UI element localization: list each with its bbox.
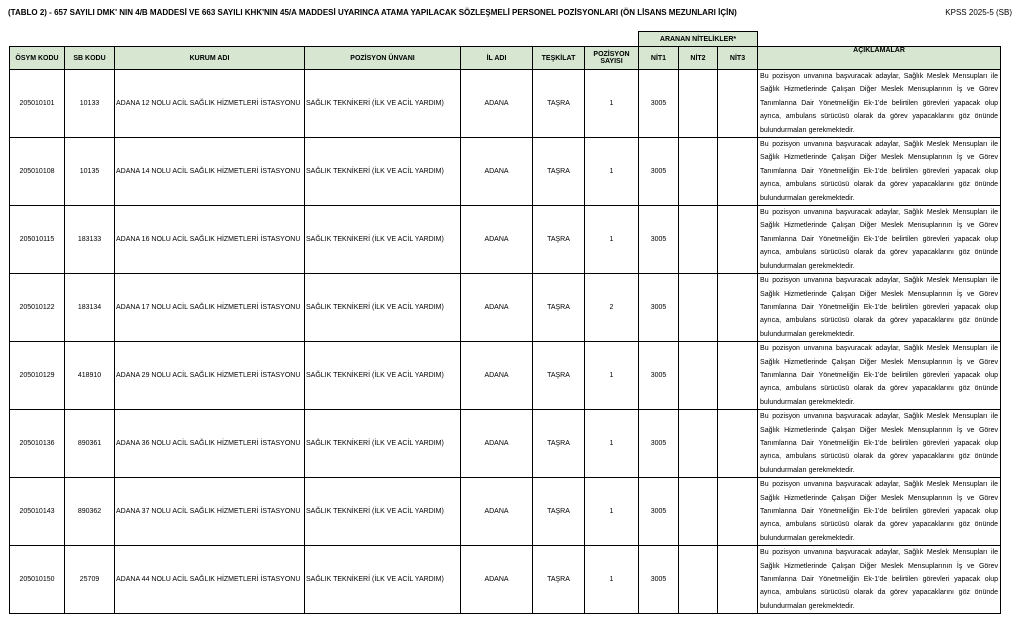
- kurum-adi-cell: ADANA 29 NOLU ACİL SAĞLIK HİZMETLERİ İSTASYONU: [115, 342, 305, 410]
- nit3-cell: [718, 478, 758, 546]
- il-adi-cell: ADANA: [461, 478, 533, 546]
- kurum-adi-header: KURUM ADI: [115, 47, 305, 70]
- pozisyon-sayisi-cell: 1: [585, 206, 639, 274]
- nit1-header: NİT1: [639, 47, 679, 70]
- header-row-top: [10, 32, 1001, 47]
- nit1-cell: 3005: [639, 410, 679, 478]
- pozisyon-sayisi-cell: 2: [585, 274, 639, 342]
- sb-kodu-cell: 10135: [65, 138, 115, 206]
- pozisyon-unvani-cell: SAĞLIK TEKNİKERİ (İLK VE ACİL YARDIM): [305, 138, 461, 206]
- sb-kodu-cell: 183134: [65, 274, 115, 342]
- table-row: [10, 478, 1001, 546]
- nit2-cell: [679, 342, 718, 410]
- aciklama-cell: Bu pozisyon unvanına başvuracak adaylar, Sağlık Meslek Mensupları ile Sağlık Hizmetlerinde Çalışan Diğer Meslek Mensuplarının İş ve Görev Tanımlarına Dair Yönetmeliğin Ek-1'de belirtilen görevleri yapacak olup ayrıca, ambulans sürücüsü olarak da görev yapacaklarını göz önünde bulundurmaları gerekmektedir.: [758, 546, 1001, 614]
- nit3-cell: [718, 342, 758, 410]
- kurum-adi-cell: ADANA 37 NOLU ACİL SAĞLIK HİZMETLERİ İSTASYONU: [115, 478, 305, 546]
- il-adi-cell: ADANA: [461, 410, 533, 478]
- aciklama-cell: Bu pozisyon unvanına başvuracak adaylar, Sağlık Meslek Mensupları ile Sağlık Hizmetlerinde Çalışan Diğer Meslek Mensuplarının İş ve Görev Tanımlarına Dair Yönetmeliğin Ek-1'de belirtilen görevleri yapacak olup ayrıca, ambulans sürücüsü olarak da görev yapacaklarını göz önünde bulundurmaları gerekmektedir.: [758, 410, 1001, 478]
- nit3-cell: [718, 546, 758, 614]
- nit1-cell: 3005: [639, 546, 679, 614]
- nit2-cell: [679, 478, 718, 546]
- kurum-adi-cell: ADANA 17 NOLU ACİL SAĞLIK HİZMETLERİ İSTASYONU: [115, 274, 305, 342]
- teskilat-cell: TAŞRA: [533, 410, 585, 478]
- osym-kodu-cell: 205010115: [10, 206, 65, 274]
- teskilat-cell: TAŞRA: [533, 478, 585, 546]
- nit1-cell: 3005: [639, 138, 679, 206]
- nit2-cell: [679, 138, 718, 206]
- teskilat-cell: TAŞRA: [533, 138, 585, 206]
- teskilat-cell: TAŞRA: [533, 546, 585, 614]
- pozisyon-unvani-cell: SAĞLIK TEKNİKERİ (İLK VE ACİL YARDIM): [305, 206, 461, 274]
- il-adi-cell: ADANA: [461, 274, 533, 342]
- kurum-adi-cell: ADANA 12 NOLU ACİL SAĞLIK HİZMETLERİ İSTASYONU: [115, 70, 305, 138]
- nit2-header: NİT2: [679, 47, 718, 70]
- nit3-cell: [718, 206, 758, 274]
- sb-kodu-cell: 25709: [65, 546, 115, 614]
- nit1-cell: 3005: [639, 274, 679, 342]
- kurum-adi-cell: ADANA 14 NOLU ACİL SAĞLIK HİZMETLERİ İSTASYONU: [115, 138, 305, 206]
- teskilat-header: TEŞKİLAT: [533, 47, 585, 70]
- il-adi-cell: ADANA: [461, 206, 533, 274]
- aciklama-cell: Bu pozisyon unvanına başvuracak adaylar, Sağlık Meslek Mensupları ile Sağlık Hizmetlerinde Çalışan Diğer Meslek Mensuplarının İş ve Görev Tanımlarına Dair Yönetmeliğin Ek-1'de belirtilen görevleri yapacak olup ayrıca, ambulans sürücüsü olarak da görev yapacaklarını göz önünde bulundurmaları gerekmektedir.: [758, 274, 1001, 342]
- table-row: [10, 546, 1001, 614]
- pozisyon-unvani-cell: SAĞLIK TEKNİKERİ (İLK VE ACİL YARDIM): [305, 410, 461, 478]
- nit2-cell: [679, 206, 718, 274]
- pozisyon-sayisi-cell: 1: [585, 478, 639, 546]
- aciklama-cell: Bu pozisyon unvanına başvuracak adaylar, Sağlık Meslek Mensupları ile Sağlık Hizmetlerinde Çalışan Diğer Meslek Mensuplarının İş ve Görev Tanımlarına Dair Yönetmeliğin Ek-1'de belirtilen görevleri yapacak olup ayrıca, ambulans sürücüsü olarak da görev yapacaklarını göz önünde bulundurmaları gerekmektedir.: [758, 138, 1001, 206]
- nit1-cell: 3005: [639, 70, 679, 138]
- pozisyon-sayisi-cell: 1: [585, 410, 639, 478]
- pozisyon-sayisi-cell: 1: [585, 546, 639, 614]
- pozisyon-unvani-cell: SAĞLIK TEKNİKERİ (İLK VE ACİL YARDIM): [305, 478, 461, 546]
- osym-kodu-cell: 205010101: [10, 70, 65, 138]
- aciklama-cell: Bu pozisyon unvanına başvuracak adaylar, Sağlık Meslek Mensupları ile Sağlık Hizmetlerinde Çalışan Diğer Meslek Mensuplarının İş ve Görev Tanımlarına Dair Yönetmeliğin Ek-1'de belirtilen görevleri yapacak olup ayrıca, ambulans sürücüsü olarak da görev yapacaklarını göz önünde bulundurmaları gerekmektedir.: [758, 70, 1001, 138]
- sb-kodu-cell: 890362: [65, 478, 115, 546]
- il-adi-cell: ADANA: [461, 342, 533, 410]
- teskilat-cell: TAŞRA: [533, 342, 585, 410]
- table-row: [10, 342, 1001, 410]
- pozisyon-sayisi-cell: 1: [585, 342, 639, 410]
- osym-kodu-cell: 205010122: [10, 274, 65, 342]
- kurum-adi-cell: ADANA 36 NOLU ACİL SAĞLIK HİZMETLERİ İSTASYONU: [115, 410, 305, 478]
- nit3-cell: [718, 410, 758, 478]
- kurum-adi-cell: ADANA 16 NOLU ACİL SAĞLIK HİZMETLERİ İSTASYONU: [115, 206, 305, 274]
- table-row: [10, 274, 1001, 342]
- kurum-adi-cell: ADANA 44 NOLU ACİL SAĞLIK HİZMETLERİ İSTASYONU: [115, 546, 305, 614]
- nit2-cell: [679, 70, 718, 138]
- aciklama-cell: Bu pozisyon unvanına başvuracak adaylar, Sağlık Meslek Mensupları ile Sağlık Hizmetlerinde Çalışan Diğer Meslek Mensuplarının İş ve Görev Tanımlarına Dair Yönetmeliğin Ek-1'de belirtilen görevleri yapacak olup ayrıca, ambulans sürücüsü olarak da görev yapacaklarını göz önünde bulundurmaları gerekmektedir.: [758, 342, 1001, 410]
- pozisyon-unvani-cell: SAĞLIK TEKNİKERİ (İLK VE ACİL YARDIM): [305, 546, 461, 614]
- nit3-cell: [718, 274, 758, 342]
- nit3-cell: [718, 70, 758, 138]
- teskilat-cell: TAŞRA: [533, 206, 585, 274]
- table-row: [10, 410, 1001, 478]
- nit1-cell: 3005: [639, 342, 679, 410]
- pozisyon-unvani-header: POZİSYON ÜNVANI: [305, 47, 461, 70]
- osym-kodu-cell: 205010150: [10, 546, 65, 614]
- nit1-cell: 3005: [639, 206, 679, 274]
- il-adi-cell: ADANA: [461, 138, 533, 206]
- osym-kodu-cell: 205010143: [10, 478, 65, 546]
- sb-kodu-cell: 183133: [65, 206, 115, 274]
- aranan-nitelikler-header: ARANAN NİTELİKLER*: [639, 32, 758, 47]
- table-row: [10, 206, 1001, 274]
- aciklamalar-header: AÇIKLAMALAR: [758, 47, 1001, 70]
- nit2-cell: [679, 274, 718, 342]
- nit3-header: NİT3: [718, 47, 758, 70]
- teskilat-cell: TAŞRA: [533, 70, 585, 138]
- positions-table: [9, 31, 1001, 614]
- nit2-cell: [679, 546, 718, 614]
- sb-kodu-cell: 890361: [65, 410, 115, 478]
- nit3-cell: [718, 138, 758, 206]
- document-code: KPSS 2025-5 (SB): [945, 8, 1012, 17]
- pozisyon-unvani-cell: SAĞLIK TEKNİKERİ (İLK VE ACİL YARDIM): [305, 70, 461, 138]
- osym-kodu-header: ÖSYM KODU: [10, 47, 65, 70]
- pozisyon-unvani-cell: SAĞLIK TEKNİKERİ (İLK VE ACİL YARDIM): [305, 342, 461, 410]
- table-row: [10, 70, 1001, 138]
- sb-kodu-header: SB KODU: [65, 47, 115, 70]
- il-adi-cell: ADANA: [461, 546, 533, 614]
- il-adi-header: İL ADI: [461, 47, 533, 70]
- pozisyon-unvani-cell: SAĞLIK TEKNİKERİ (İLK VE ACİL YARDIM): [305, 274, 461, 342]
- teskilat-cell: TAŞRA: [533, 274, 585, 342]
- aciklama-cell: Bu pozisyon unvanına başvuracak adaylar, Sağlık Meslek Mensupları ile Sağlık Hizmetlerinde Çalışan Diğer Meslek Mensuplarının İş ve Görev Tanımlarına Dair Yönetmeliğin Ek-1'de belirtilen görevleri yapacak olup ayrıca, ambulans sürücüsü olarak da görev yapacaklarını göz önünde bulundurmaları gerekmektedir.: [758, 478, 1001, 546]
- osym-kodu-cell: 205010136: [10, 410, 65, 478]
- sb-kodu-cell: 418910: [65, 342, 115, 410]
- header-row: [10, 47, 1001, 70]
- table-row: [10, 138, 1001, 206]
- sb-kodu-cell: 10133: [65, 70, 115, 138]
- pozisyon-sayisi-header: POZİSYON SAYISI: [585, 47, 639, 70]
- il-adi-cell: ADANA: [461, 70, 533, 138]
- osym-kodu-cell: 205010129: [10, 342, 65, 410]
- pozisyon-sayisi-cell: 1: [585, 138, 639, 206]
- document-title: (TABLO 2) - 657 SAYILI DMK' NIN 4/B MADDESİ VE 663 SAYILI KHK'NIN 45/A MADDESİ UYARINCA ATAMA YAPILACAK SÖZLEŞMELİ PERSONEL POZİSYONLARI (ÖN LİSANS MEZUNLARI İÇİN): [8, 8, 737, 17]
- aciklama-cell: Bu pozisyon unvanına başvuracak adaylar, Sağlık Meslek Mensupları ile Sağlık Hizmetlerinde Çalışan Diğer Meslek Mensuplarının İş ve Görev Tanımlarına Dair Yönetmeliğin Ek-1'de belirtilen görevleri yapacak olup ayrıca, ambulans sürücüsü olarak da görev yapacaklarını göz önünde bulundurmaları gerekmektedir.: [758, 206, 1001, 274]
- nit1-cell: 3005: [639, 478, 679, 546]
- osym-kodu-cell: 205010108: [10, 138, 65, 206]
- pozisyon-sayisi-cell: 1: [585, 70, 639, 138]
- nit2-cell: [679, 410, 718, 478]
